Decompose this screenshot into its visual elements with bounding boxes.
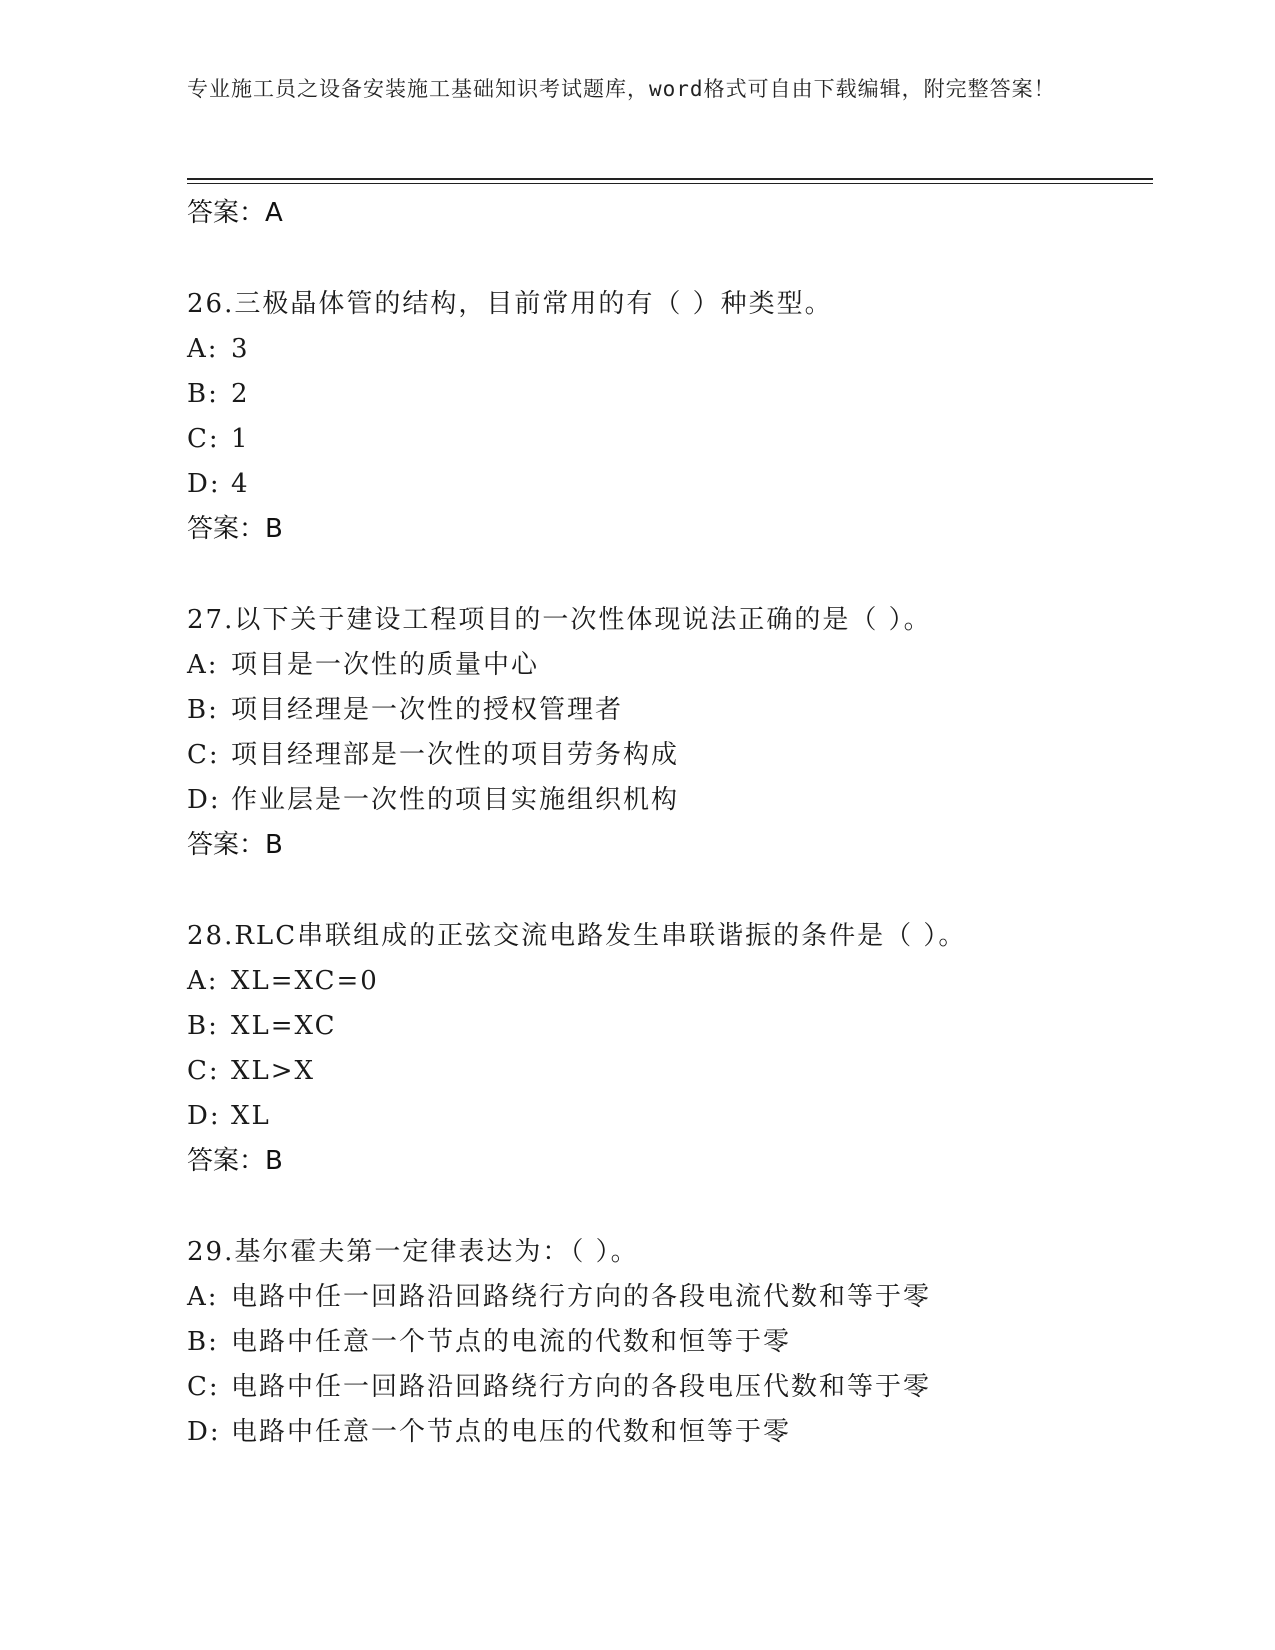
- option-letter: D:: [187, 469, 221, 499]
- option-text: 作业层是一次性的项目实施组织机构: [231, 785, 680, 815]
- option-letter: C:: [187, 1056, 220, 1086]
- option-letter: A:: [187, 1282, 219, 1312]
- question-title: 26.三极晶体管的结构，目前常用的有（ ）种类型。: [187, 289, 833, 319]
- option-letter: B:: [187, 1011, 219, 1041]
- option-text: 电路中任意一个节点的电压的代数和恒等于零: [231, 1417, 792, 1447]
- option-text: 3: [231, 334, 250, 364]
- question-block: [187, 598, 1153, 868]
- option-letter: D:: [187, 1101, 221, 1131]
- question-title: 27.以下关于建设工程项目的一次性体现说法正确的是（ ）。: [187, 605, 932, 635]
- option-letter: B:: [187, 695, 219, 725]
- question-title: 29.基尔霍夫第一定律表达为：（ ）。: [187, 1237, 639, 1267]
- option-b: [187, 688, 1153, 733]
- option-b: [187, 1004, 1153, 1049]
- option-letter: C:: [187, 424, 220, 454]
- question-block: [187, 914, 1153, 1184]
- option-b: [187, 372, 1153, 417]
- option-text: 电路中任一回路沿回路绕行方向的各段电流代数和等于零: [231, 1282, 932, 1312]
- answer-line: 答案：A: [187, 198, 283, 228]
- option-text: 项目经理部是一次性的项目劳务构成: [231, 740, 680, 770]
- option-d: [187, 1094, 1153, 1139]
- answer-line: 答案：B: [187, 830, 283, 860]
- option-text: XL=XC: [231, 1011, 337, 1041]
- option-letter: B:: [187, 379, 219, 409]
- question-title: 28.RLC串联组成的正弦交流电路发生串联谐振的条件是（ ）。: [187, 921, 967, 951]
- answer-line: 答案：B: [187, 514, 283, 544]
- option-a: [187, 1275, 1153, 1320]
- option-a: [187, 327, 1153, 372]
- option-d: [187, 462, 1153, 507]
- page-header-title: 专业施工员之设备安装施工基础知识考试题库，word格式可自由下载编辑，附完整答案！: [187, 77, 1056, 101]
- option-b: [187, 1320, 1153, 1365]
- option-d: [187, 1410, 1153, 1455]
- option-letter: A:: [187, 334, 219, 364]
- option-a: [187, 959, 1153, 1004]
- option-text: 项目经理是一次性的授权管理者: [231, 695, 624, 725]
- option-letter: C:: [187, 740, 220, 770]
- header-rule-thick: [187, 178, 1153, 180]
- option-letter: A:: [187, 650, 219, 680]
- option-c: [187, 417, 1153, 462]
- option-letter: D:: [187, 1417, 221, 1447]
- option-text: 2: [231, 379, 250, 409]
- option-text: XL>X: [231, 1056, 316, 1086]
- question-block: [187, 1230, 1153, 1455]
- option-c: [187, 1365, 1153, 1410]
- option-text: XL: [231, 1101, 271, 1131]
- option-c: [187, 1049, 1153, 1094]
- option-text: 电路中任一回路沿回路绕行方向的各段电压代数和等于零: [231, 1372, 932, 1402]
- option-letter: D:: [187, 785, 221, 815]
- question-block: [187, 282, 1153, 552]
- option-letter: B:: [187, 1327, 219, 1357]
- option-letter: C:: [187, 1372, 220, 1402]
- option-c: [187, 733, 1153, 778]
- option-text: 电路中任意一个节点的电流的代数和恒等于零: [231, 1327, 792, 1357]
- option-text: 4: [231, 469, 250, 499]
- option-text: XL=XC=0: [231, 966, 379, 996]
- answer-line: 答案：B: [187, 1146, 283, 1176]
- option-letter: A:: [187, 966, 219, 996]
- header-rule-thin: [187, 183, 1153, 184]
- option-text: 1: [231, 424, 250, 454]
- option-d: [187, 778, 1153, 823]
- option-a: [187, 643, 1153, 688]
- question-list: [187, 191, 1153, 1455]
- option-text: 项目是一次性的质量中心: [231, 650, 540, 680]
